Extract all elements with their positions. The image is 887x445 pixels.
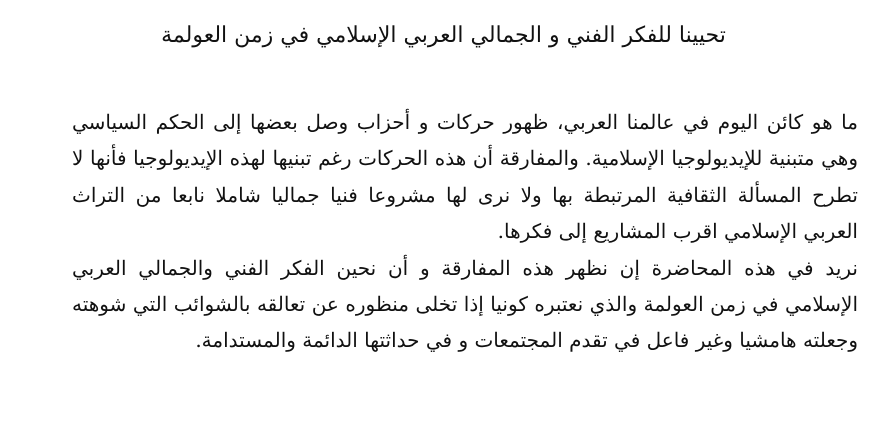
- paragraph-2: نريد في هذه المحاضرة إن نظهر هذه المفارقة و أن نحين الفكر الفني والجمالي العربي الإسلامي في زمن العولمة والذي نعتبره كونيا إذا تخلى منظوره عن تعالقه بالشوائب التي شوهته وجعلته هامشيا وغير فاعل في تقدم المجتمعات و في حداثتها الدائمة والمستدامة.: [72, 255, 858, 353]
- paragraph-1: ما هو كائن اليوم في عالمنا العربي، ظهور حركات و أحزاب وصل بعضها إلى الحكم السياسي وهي متبنية للإيديولوجيا الإسلامية. والمفارقة أن هذه الحركات رغم تبنيها لهذه الإيديولوجيا فأنها لا تطرح المسألة الثقافية المرتبطة بها ولا نرى لها مشروعا فنيا جماليا شاملا نابعا من التراث العربي الإسلامي اقرب المشاريع إلى فكرها.: [72, 110, 858, 244]
- document-body: [72, 104, 858, 359]
- document-title: تحيينا للفكر الفني و الجمالي العربي الإسلامي في زمن العولمة: [161, 23, 726, 48]
